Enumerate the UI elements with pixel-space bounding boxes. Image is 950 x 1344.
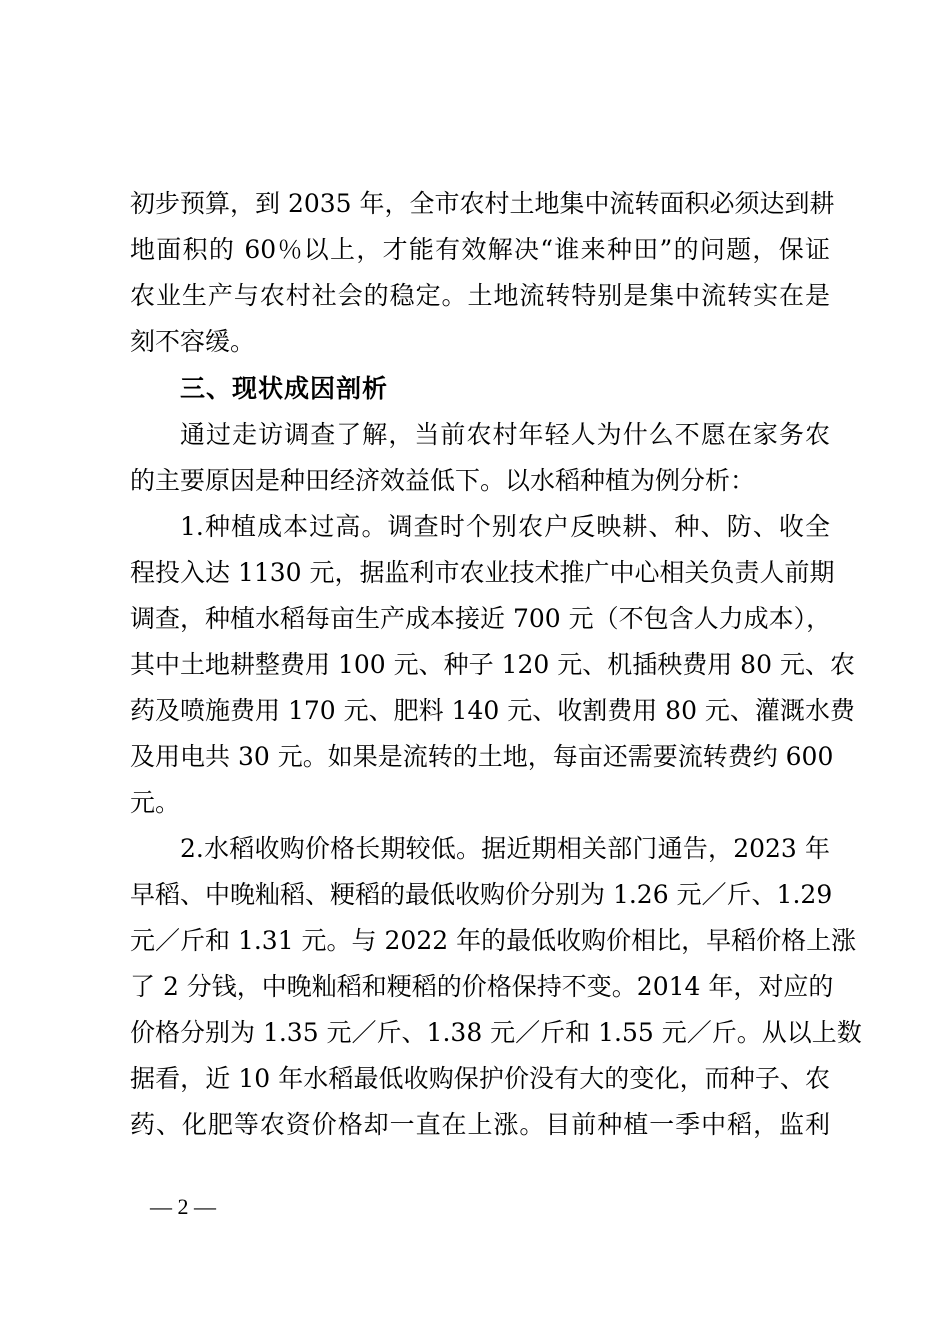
paragraph-line: 程投入达 1130 元，据监利市农业技术推广中心相关负责人前期 <box>130 558 835 587</box>
section-heading: 三、现状成因剖析 <box>180 374 389 403</box>
paragraph-line: 通过走访调查了解，当前农村年轻人为什么不愿在家务农 <box>180 420 830 449</box>
paragraph-line: 元。 <box>130 788 181 817</box>
paragraph-line: 1.种植成本过高。调查时个别农户反映耕、种、防、收全 <box>180 512 830 541</box>
paragraph-line: 了 2 分钱，中晚籼稻和粳稻的价格保持不变。2014 年，对应的 <box>130 972 834 1001</box>
paragraph-line: 农业生产与农村社会的稳定。土地流转特别是集中流转实在是 <box>130 281 830 310</box>
paragraph-line: 据看，近 10 年水稻最低收购保护价没有大的变化，而种子、农 <box>130 1064 830 1093</box>
paragraph-line: 2.水稻收购价格长期较低。据近期相关部门通告，2023 年 <box>180 834 830 863</box>
paragraph-line: 地面积的 60％以上，才能有效解决“谁来种田”的问题，保证 <box>130 235 830 264</box>
paragraph-line: 药、化肥等农资价格却一直在上涨。目前种植一季中稻，监利 <box>130 1110 830 1139</box>
paragraph-line: 及用电共 30 元。如果是流转的土地，每亩还需要流转费约 600 <box>130 742 834 771</box>
paragraph-line: 初步预算，到 2035 年，全市农村土地集中流转面积必须达到耕 <box>130 189 835 218</box>
paragraph-line: 刻不容缓。 <box>130 327 256 356</box>
paragraph-line: 其中土地耕整费用 100 元、种子 120 元、机插秧费用 80 元、农 <box>130 650 855 679</box>
paragraph-line: 药及喷施费用 170 元、肥料 140 元、收割费用 80 元、灌溉水费 <box>130 696 855 725</box>
paragraph-line: 元／斤和 1.31 元。与 2022 年的最低收购价相比，早稻价格上涨 <box>130 926 857 955</box>
paragraph-line: 价格分别为 1.35 元／斤、1.38 元／斤和 1.55 元／斤。从以上数 <box>130 1018 862 1047</box>
paragraph-line: 早稻、中晚籼稻、粳稻的最低收购价分别为 1.26 元／斤、1.29 <box>130 880 833 909</box>
page-number: — 2 — <box>150 1194 216 1219</box>
paragraph-line: 调查，种植水稻每亩生产成本接近 700 元（不包含人力成本）， <box>130 604 832 633</box>
paragraph-line: 的主要原因是种田经济效益低下。以水稻种植为例分析： <box>130 466 756 495</box>
